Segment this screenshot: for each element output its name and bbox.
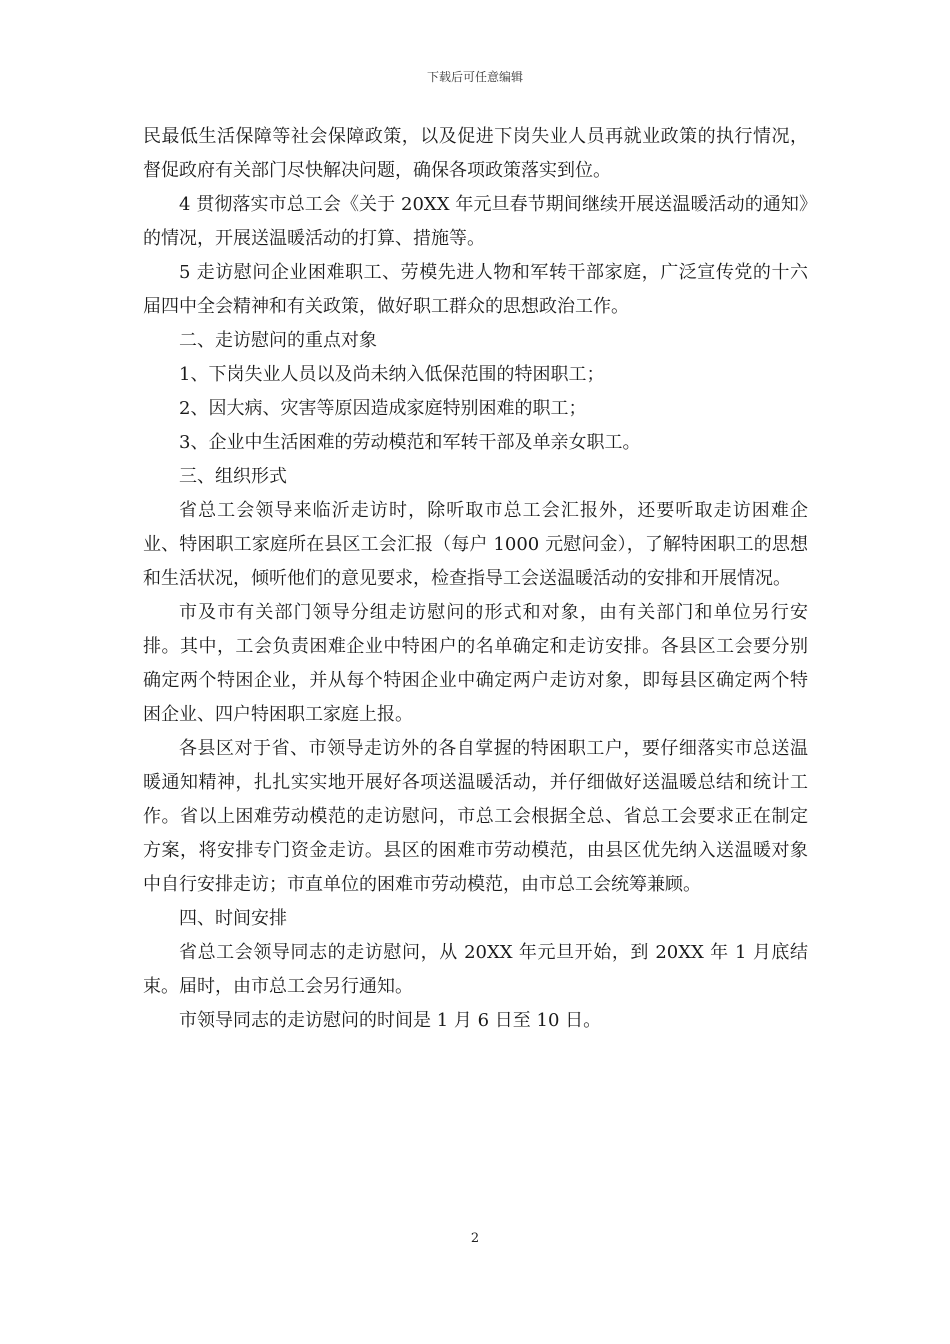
document-body bbox=[143, 120, 808, 1038]
paragraph-item-4: 4 贯彻落实市总工会《关于 20XX 年元旦春节期间继续开展送温暖活动的通知》的情况，开展送温暖活动的打算、措施等。 bbox=[143, 194, 808, 249]
page-header: 下载后可任意编辑 bbox=[426, 70, 523, 84]
paragraph-city-visit: 市及市有关部门领导分组走访慰问的形式和对象，由有关部门和单位另行安排。其中，工会负责困难企业中特困户的名单确定和走访安排。各县区工会要分别确定两个特困企业，并从每个特困企业中确定两户走访对象，即每县区确定两个特困企业、四户特困职工家庭上报。 bbox=[143, 602, 808, 725]
paragraph-schedule-city: 市领导同志的走访慰问的时间是 1 月 6 日至 10 日。 bbox=[179, 1010, 602, 1031]
paragraph-provincial-visit: 省总工会领导来临沂走访时，除听取市总工会汇报外，还要听取走访困难企业、特困职工家庭所在县区工会汇报（每户 1000 元慰问金），了解特困职工的思想和生活状况，倾听他们的意见要求，检查指导工会送温暖活动的安排和开展情况。 bbox=[143, 500, 808, 589]
paragraph-county-visit: 各县区对于省、市领导走访外的各自掌握的特困职工户，要仔细落实市总送温暖通知精神，扎扎实实地开展好各项送温暖活动，并仔细做好送温暖总结和统计工作。省以上困难劳动模范的走访慰问，市总工会根据全总、省总工会要求正在制定方案，将安排专门资金走访。县区的困难市劳动模范，由县区优先纳入送温暖对象中自行安排走访；市直单位的困难市劳动模范，由市总工会统筹兼顾。 bbox=[143, 738, 808, 895]
list-item-2: 2、因大病、灾害等原因造成家庭特别困难的职工； bbox=[179, 398, 587, 419]
list-item-3: 3、企业中生活困难的劳动模范和军转干部及单亲女职工。 bbox=[179, 432, 641, 453]
section-heading-3: 三、组织形式 bbox=[179, 466, 287, 487]
section-heading-2: 二、走访慰问的重点对象 bbox=[179, 330, 377, 351]
list-item-1: 1、下岗失业人员以及尚未纳入低保范围的特困职工； bbox=[179, 364, 605, 385]
section-heading-4: 四、时间安排 bbox=[179, 908, 287, 929]
paragraph-schedule-provincial: 省总工会领导同志的走访慰问，从 20XX 年元旦开始，到 20XX 年 1 月底结束。届时，由市总工会另行通知。 bbox=[143, 942, 808, 997]
paragraph-continuation: 民最低生活保障等社会保障政策，以及促进下岗失业人员再就业政策的执行情况，督促政府有关部门尽快解决问题，确保各项政策落实到位。 bbox=[143, 126, 808, 181]
paragraph-item-5: 5 走访慰问企业困难职工、劳模先进人物和军转干部家庭，广泛宣传党的十六届四中全会精神和有关政策，做好职工群众的思想政治工作。 bbox=[143, 262, 808, 317]
page-number: 2 bbox=[470, 1231, 480, 1246]
